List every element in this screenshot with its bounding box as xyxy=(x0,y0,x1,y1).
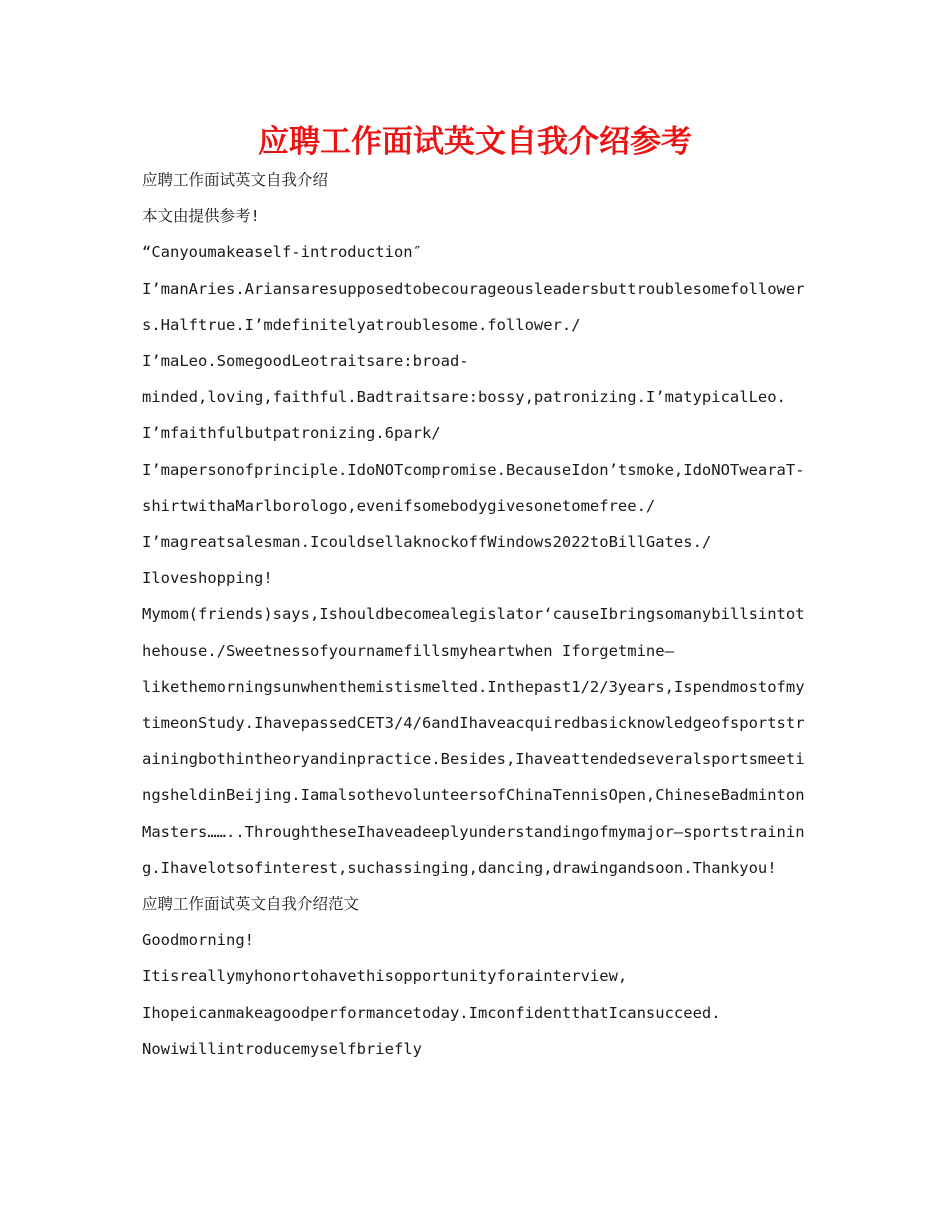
paragraph-study: likethemorningsunwhenthemistismelted.Inthepast1/2/3years,IspendmostofmytimeonStudy.IhavepassedCET3/4/6andIhaveacquiredbasicknowledgeofsportstrainingbothintheoryandinpractice.Besides,IhaveattendedseveralsportsmeetingsheldinBeijing.IamalsothevolunteersofChinaTennisOpen,ChineseBadmintonMasters……..ThroughtheseIhaveadeeplyunderstandingofmymajor—sportstraining.Ihavelotsofinterest,suchassinging,dancing,drawingandsoon.Thankyou! xyxy=(142,677,805,877)
paragraph-sample-heading: 应聘工作面试英文自我介绍范文 xyxy=(142,895,360,914)
paragraph-aries: I’manAries.Ariansaresupposedtobecourageousleadersbuttroublesomefollowers.Halftrue.I’mdefinitelyatroublesome.follower./ xyxy=(142,279,805,334)
paragraph-honor: Itisreallymyhonortohavethisopportunityforainterview, xyxy=(142,967,628,986)
paragraph-principle: I’mapersonofprinciple.IdoNOTcompromise.BecauseIdon’tsmoke,IdoNOTwearaT-shirtwithaMarlborologo,evenifsomebodygivesonetomefree./ xyxy=(142,460,805,515)
paragraph-leo-traits: minded,loving,faithful.Badtraitsare:bossy,patronizing.I’matypicalLeo.I’mfaithfulbutpatronizing.6park/ xyxy=(142,388,786,443)
paragraph-performance: Ihopeicanmakeagoodperformancetoday.ImconfidentthatIcansucceed. xyxy=(142,1003,721,1022)
paragraph-leo-intro: I’maLeo.SomegoodLeotraitsare:broad- xyxy=(142,352,469,371)
paragraph-introduce: Nowiwillintroducemyselfbriefly xyxy=(142,1039,422,1058)
paragraph-source-note: 本文由提供参考! xyxy=(142,207,260,226)
paragraph-salesman: I’magreatsalesman.IcouldsellaknockoffWindows2022toBillGates./ xyxy=(142,533,712,552)
document-body xyxy=(142,162,806,1067)
paragraph-heading: 应聘工作面试英文自我介绍 xyxy=(142,171,329,189)
paragraph-shopping: Iloveshopping! xyxy=(142,569,273,588)
paragraph-greeting: Goodmorning! xyxy=(142,931,254,950)
document-title: 应聘工作面试英文自我介绍参考 xyxy=(258,124,692,160)
paragraph-mom-friends: Mymom(friends)says,Ishouldbecomealegislator‘causeIbringsomanybillsintothehouse./Sweetnessofyournamefillsmyheartwhen Iforgetmine— xyxy=(142,605,805,660)
paragraph-question: “Canyoumakeaself-introduction″ xyxy=(142,243,422,262)
